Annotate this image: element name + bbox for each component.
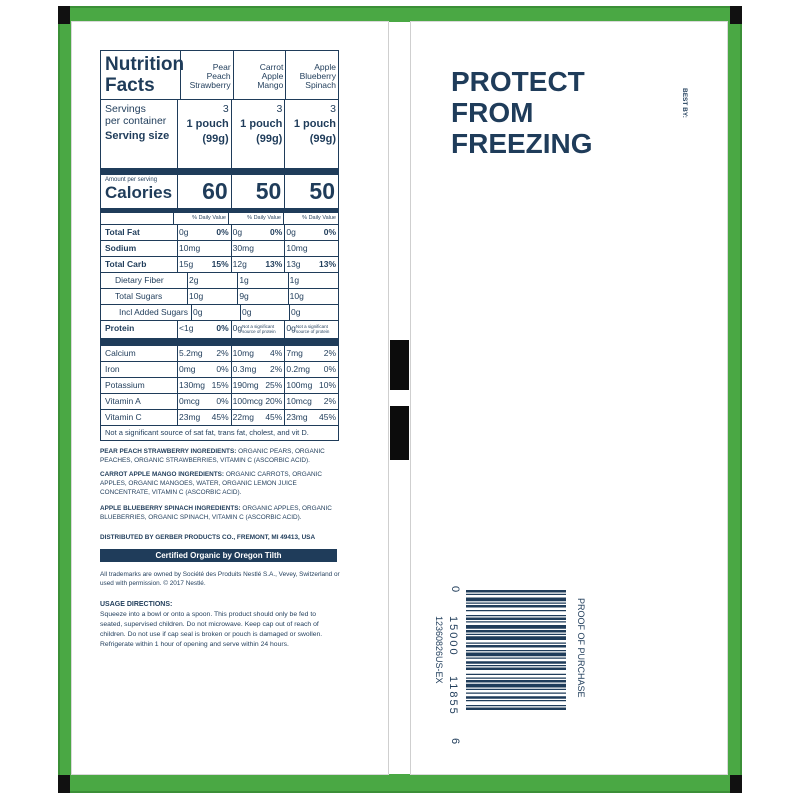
nutrient-percent: 45% [265,412,283,422]
barcode-bar [466,658,566,659]
nutrient-cell [237,289,287,304]
nutrient-cell [231,378,285,393]
nutrient-amount: 0g [179,227,189,237]
nutrient-label: Vitamin C [105,412,142,422]
barcode-bar [466,636,566,640]
nutrient-cell [177,362,231,377]
barcode-bar [466,645,566,648]
nutrient-amount: 190mg [232,380,259,390]
nutrient-cell [284,225,338,240]
nutrient-row [101,393,338,409]
nutrient-cell [284,241,338,256]
nutrition-title-line: Nutrition [105,54,185,75]
servings-count: 3 [330,103,337,115]
servings-cell [231,100,285,168]
nutrient-percent: 13% [265,259,283,269]
column-header-line: Mango [257,80,284,90]
nutrient-amount: 0g [193,307,203,317]
nutrient-percent: 0% [323,227,337,237]
ingredients-body: ORGANIC APPLES, ORGANIC BLUEBERRIES, ORGANIC SPINACH, VITAMIN C (ASCORBIC ACID). [100,505,332,521]
nutrient-label: Calcium [105,348,136,358]
protein-row [101,320,338,338]
servings-cell [177,100,231,168]
barcode-bar [466,590,566,593]
nutrient-cell [231,362,285,377]
nutrient-percent: 2% [323,396,337,406]
barcode-bar [466,615,566,616]
nutrient-label: Incl Added Sugars [119,307,188,317]
column-header-line: Spinach [305,80,337,90]
nutrient-cell [231,257,285,272]
serving-size-grams: (99g) [256,133,283,145]
nutrient-cell [231,394,285,409]
ingredients-pear [100,447,340,465]
nutrient-row [101,256,338,272]
barcode-bar [466,705,566,706]
nutrient-amount: 1g [239,275,249,285]
nutrient-cell [237,273,287,288]
nutrient-amount: 0g [286,227,296,237]
nutrient-row [101,345,338,361]
column-header [233,51,286,99]
nutrient-cell [284,346,338,361]
nutrient-percent: 2% [270,364,283,374]
fold-seam [388,22,411,774]
divider-thick [101,168,338,175]
nutrient-percent: 45% [319,412,337,422]
daily-value-label: % Daily Value [173,213,228,224]
nutrient-row [101,240,338,256]
nutrient-amount: 0g [232,227,243,237]
nutrient-label: Vitamin A [105,396,141,406]
nutrient-percent: 0% [216,227,229,237]
nutrient-amount: 13g [286,259,301,269]
usage-directions-body: Squeeze into a bowl or onto a spoon. This product should only be fed to seated, supervised children. Do not microwave. Keep cap out of reach of children. Do not use if cap seal is broken or pouch is damaged or swollen. Refrigerate within 1 hour of opening and serve within 24 hours. [100,611,323,648]
protein-note: Not a significant source of protein [242,324,276,334]
barcode-bar [466,684,566,688]
barcode-lead-digit: 0 [449,586,461,593]
nutrient-cell [288,273,338,288]
protect-from-freezing [451,66,593,159]
nutrient-row [101,377,338,393]
barcode-bar [466,603,566,604]
nutrient-cell [284,362,338,377]
nutrient-amount: 10mg [286,243,308,253]
ingredients-heading: CARROT APPLE MANGO INGREDIENTS: [100,471,225,478]
barcode-bar [466,621,566,622]
nutrient-row [101,361,338,377]
daily-value-label: % Daily Value [228,213,283,224]
column-header [285,51,338,99]
nutrient-percent: 4% [270,348,283,358]
barcode-bar [466,696,566,699]
nutrient-amount: 30mg [232,243,254,253]
nutrient-amount: <1g [179,323,194,333]
nutrient-label: Sodium [105,243,137,253]
frame-corner [58,775,70,793]
nutrient-cell [240,305,289,320]
servings-count: 3 [276,103,283,115]
nutrition-title [101,51,185,99]
nutrient-cell [187,273,237,288]
nutrient-cell [177,378,231,393]
nutrient-rows [101,224,338,320]
nutrient-cell [288,289,338,304]
column-header-line: Pear [212,62,231,72]
protect-line: FREEZING [451,128,593,159]
nutrient-amount: 100mg [286,380,313,390]
nutrient-percent: 45% [211,412,229,422]
barcode-bar [466,674,566,675]
nutrient-cell [231,410,285,425]
nutrient-cell [284,394,338,409]
nutrient-percent: 0% [270,227,283,237]
nutrient-cell [231,346,285,361]
nutrient-label: Total Sugars [115,291,163,301]
seam-tab [390,340,409,390]
ingredients-carrot [100,470,340,497]
ingredients-apple [100,504,340,522]
barcode-bars [466,590,566,710]
protein-cell [231,321,285,338]
column-header-line: Apple [261,71,284,81]
nutrient-percent: 25% [265,380,283,390]
nutrient-amount: 22mg [232,412,254,422]
barcode-bar [466,693,566,694]
nutrient-amount: 9g [239,291,249,301]
nutrient-amount: 0g [242,307,252,317]
nutrient-row [101,304,338,320]
nutrient-amount: 5.2mg [179,348,203,358]
barcode-bar [466,680,566,683]
barcode-bar [466,653,566,657]
nutrient-percent: 0% [216,396,229,406]
nutrient-amount: 10mcg [286,396,312,406]
nutrient-cell [177,225,231,240]
nutrient-amount: 15g [179,259,194,269]
column-header-line: Carrot [259,62,284,72]
barcode-bar [466,605,566,608]
serving-size-value: 1 pouch [186,118,229,130]
nutrient-amount: 0g [286,323,296,333]
ingredients-body: ORGANIC PEARS, ORGANIC PEACHES, ORGANIC STRAWBERRIES, VITAMIN C (ASCORBIC ACID). [100,448,325,464]
frame-corner [730,775,742,793]
nutrient-cell [191,305,240,320]
barcode-bar [466,618,566,621]
barcode-group2: 11855 [447,676,459,716]
frame-corner [730,6,742,24]
nutrient-cell [231,225,285,240]
barcode-bar [466,678,566,679]
barcode-bar [466,689,566,690]
barcode-bar [466,610,566,611]
barcode-bar [466,650,566,651]
nutrition-facts-panel [100,50,339,441]
nutrient-cell [177,410,231,425]
serving-size-grams: (99g) [309,133,337,145]
nutrient-cell [231,241,285,256]
usage-directions-heading: USAGE DIRECTIONS: [100,601,173,608]
certified-organic-banner: Certified Organic by Oregon Tilth [100,549,337,562]
nutrient-percent: 15% [211,259,229,269]
nutrient-amount: 0.2mg [286,364,310,374]
nutrient-row [101,272,338,288]
nutrition-footnote: Not a significant source of sat fat, trans fat, cholest, and vit D. [101,425,338,440]
nutrient-cell [284,257,338,272]
amount-per-serving: Amount per serving [105,177,158,183]
nutrient-row [101,409,338,425]
barcode-bar [466,625,566,629]
protein-cell [177,321,231,338]
nutrient-amount: 0mg [179,364,196,374]
nutrient-label: Dietary Fiber [115,275,164,285]
daily-value-spacer [101,213,173,224]
barcode-bar [466,708,566,711]
nutrient-amount: 0g [232,323,243,333]
nutrient-cell [289,305,338,320]
nutrient-amount: 2g [189,275,199,285]
nutrient-amount: 1g [289,275,300,285]
nutrient-amount: 23mg [179,412,201,422]
calories-value: 50 [284,175,338,208]
nutrient-percent: 2% [323,348,337,358]
servings-section [101,99,338,168]
servings-cell [284,100,338,168]
serving-size-label: Serving size [105,130,170,142]
ingredients-heading: PEAR PEACH STRAWBERRY INGREDIENTS: [100,448,237,455]
trademark-notice: All trademarks are owned by Société des Produits Nestlé S.A., Vevey, Switzerland or used with permission. © 2017 Nestlé. [100,571,340,587]
nutrient-amount: 0g [291,307,301,317]
nutrient-amount: 130mg [179,380,205,390]
best-by-label: BEST BY: [681,88,688,118]
nutrient-row [101,288,338,304]
barcode-check-digit: 6 [449,738,461,745]
nutrient-cell [177,346,231,361]
barcode-group1: 15000 [447,616,459,657]
nutrition-title-line: Facts [105,75,155,96]
seam-tab [390,406,409,460]
barcode [434,580,592,750]
frame-corner [58,6,70,24]
calories-row [101,175,338,208]
nutrient-percent: 0% [323,364,337,374]
calories-label: Calories [105,183,173,202]
proof-of-purchase: PROOF OF PURCHASE [576,598,586,698]
barcode-code: 12360826US-EX [434,616,444,684]
protect-line: PROTECT [451,66,585,97]
nutrient-percent: 0% [216,323,229,333]
barcode-bar [466,598,566,602]
nutrient-percent: 20% [265,396,283,406]
serving-size-value: 1 pouch [293,118,337,130]
nutrient-label: Potassium [105,380,145,390]
nutrient-percent: 10% [319,380,337,390]
nutrient-percent: 0% [216,364,229,374]
nutrient-cell [177,257,231,272]
barcode-bar [466,668,566,671]
nutrient-amount: 100mcg [232,396,263,406]
barcode-bar [466,643,566,644]
column-header-line: Apple [314,62,337,72]
protect-line: FROM [451,97,534,128]
mineral-rows [101,345,338,425]
nutrient-percent: 2% [216,348,229,358]
calories-value: 60 [177,175,231,208]
distributed-by: DISTRIBUTED BY GERBER PRODUCTS CO., FREMONT, MI 49413, USA [100,534,316,541]
nutrient-cell [177,394,231,409]
nutrient-amount: 10g [189,291,204,301]
barcode-bar [466,661,566,664]
servings-label [101,100,177,168]
ingredients-body: ORGANIC CARROTS, ORGANIC APPLES, ORGANIC MANGOES, WATER, ORGANIC LEMON JUICE CONCENTRATE, VITAMIN C (ASCORBIC ACID). [100,471,323,496]
ingredients-heading: APPLE BLUEBERRY SPINACH INGREDIENTS: [100,505,241,512]
nutrient-percent: 13% [319,259,337,269]
serving-size-value: 1 pouch [240,118,283,130]
nutrient-cell [177,241,231,256]
servings-count: 3 [222,103,229,115]
nutrient-amount: 10g [289,291,304,301]
column-header-line: Peach [206,71,231,81]
column-header [180,51,233,99]
column-header-line: Strawberry [189,80,231,90]
divider-thick [101,338,338,345]
nutrient-row [101,224,338,240]
daily-value-header [101,212,338,224]
calories-label-cell [101,175,177,208]
column-header-line: Blueberry [299,71,337,81]
nutrient-label: Total Fat [105,227,140,237]
nutrient-cell [284,378,338,393]
nutrient-label: Iron [105,364,120,374]
servings-label-line: per container [105,115,167,127]
daily-value-label: % Daily Value [283,213,338,224]
nutrient-amount: 10mg [179,243,201,253]
protein-cell [284,321,338,338]
calories-value: 50 [231,175,285,208]
barcode-bar [466,665,566,666]
barcode-bar [466,630,566,633]
nutrient-amount: 12g [232,259,247,269]
nutrient-cell [284,410,338,425]
barcode-bar [466,634,566,635]
barcode-bar [466,594,566,595]
serving-size-grams: (99g) [202,133,229,145]
nutrient-amount: 0mcg [179,396,200,406]
nutrient-cell [187,289,237,304]
nutrient-label: Total Carb [105,259,147,269]
nutrient-percent: 15% [211,380,229,390]
nutrient-amount: 0.3mg [232,364,257,374]
nutrient-amount: 10mg [232,348,254,358]
nutrient-amount: 7mg [286,348,303,358]
nutrient-amount: 23mg [286,412,308,422]
servings-label-line: Servings [105,103,146,115]
protein-note: Not a significant source of protein [295,324,330,334]
barcode-bar [466,700,566,701]
protein-label: Protein [105,323,135,333]
